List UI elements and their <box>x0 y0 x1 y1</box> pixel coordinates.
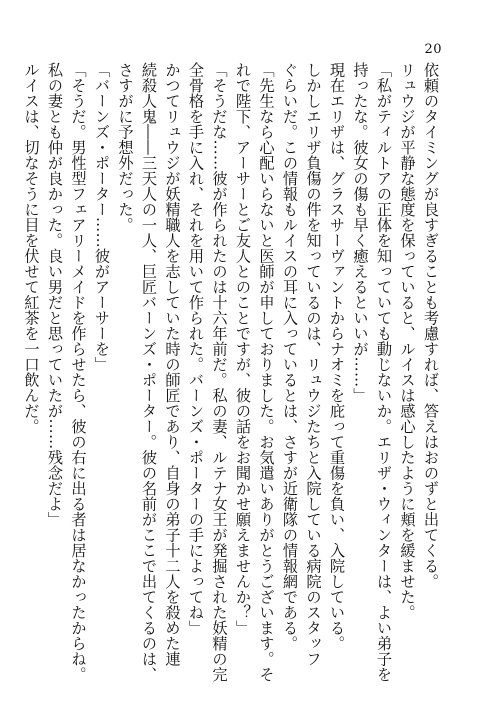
text-line: さすがに予想外だった。 <box>116 62 135 233</box>
text-line: 現在エリザは、グラスサーヴァントからナオミを庇って重傷を負い、入院している。 <box>328 62 346 651</box>
text-line: 持ったな。彼女の傷も早く癒えるといいが……」 <box>351 62 370 403</box>
text-line: かつてリュウジが妖精職人を志していた時の師匠であり、自身の弟子十二人を殺めた連 <box>163 62 182 667</box>
text-line: 全骨格を手に入れ、それを用いて作られた。バーンズ・ポーターの手によってね」 <box>187 62 205 636</box>
text-line: 私の妻とも仲が良かった。良い男だと思っていたが……残念だよ」 <box>46 62 64 527</box>
text-line: 依頼のタイミングが良すぎることも考慮すれば、答えはおのずと出てくる。 <box>422 62 440 589</box>
text-line: れで陛下、アーサーとご友人とのことですが、彼の話をお聞かせ願えませんか？」 <box>234 62 252 636</box>
text-line: 「私がティルトアの正体を知っていても動じないか。エリザ・ウィンターは、よい弟子を <box>375 62 393 682</box>
text-line: しかしエリザ負傷の件を知っているのは、リュウジたちと入院している病院のスタッフ <box>304 62 323 667</box>
page-number: 20 <box>424 42 442 57</box>
text-line: ルイスは、切なそうに目を伏せて紅茶を一口飲んだ。 <box>22 62 41 434</box>
text-line: 「そうだな……彼が作られたのは十六年前だ。私の妻、ルテナ女王が発掘された妖精の完 <box>210 62 229 682</box>
text-line: 続殺人鬼――三天人の一人、巨匠バーンズ・ポーター。彼の名前がここで出てくるのは、 <box>140 62 158 682</box>
text-line: リュウジが平静な態度を保っていると、ルイスは感心したように頬を緩ませた。 <box>398 62 417 620</box>
text-line: 「そうだ。男性型フェアリーメイドを作らせたら、彼の右に出る者は居なかったからね。 <box>69 62 88 682</box>
text-line: 「先生なら心配いらないと医師が申しておりました。お気遣いありがとうございます。そ <box>257 62 276 682</box>
vertical-text-body <box>22 62 442 682</box>
text-line: 「バーンズ・ポーター……彼がアーサーを」 <box>93 62 111 372</box>
text-line: ぐらいだ。この情報もルイスの耳に入っているとは、さすが近衛隊の情報網である。 <box>281 62 299 651</box>
